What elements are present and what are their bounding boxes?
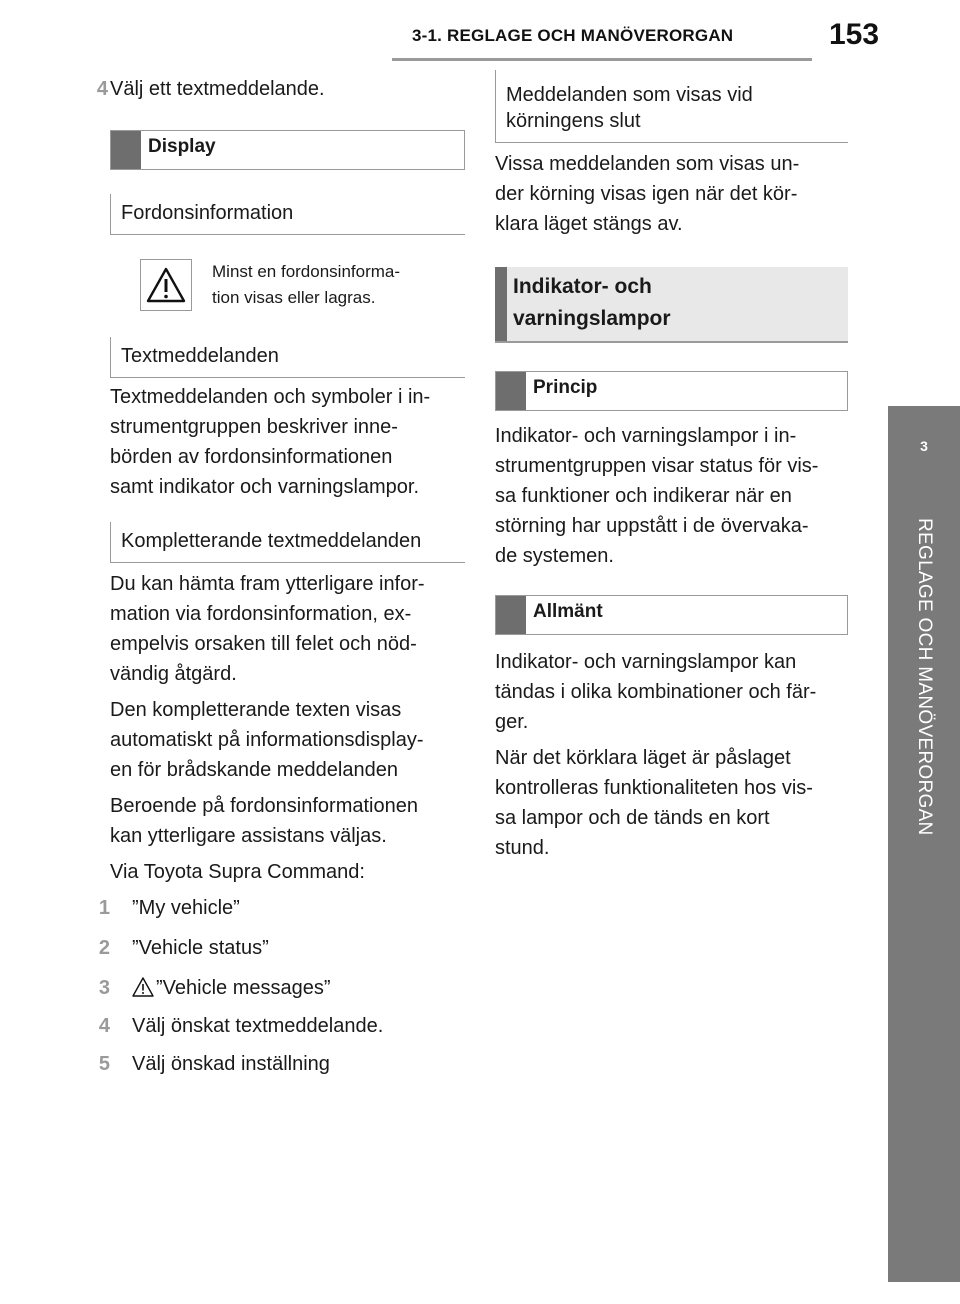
textmeddelanden-heading: Textmeddelanden [110, 337, 465, 378]
display-heading-box [110, 130, 465, 170]
chapter-side-tab [888, 406, 960, 1282]
step-text: ”My vehicle” [132, 897, 240, 919]
step-item [78, 74, 465, 104]
left-column [96, 70, 465, 1079]
text-line: börden av fordonsinformationen [110, 446, 393, 468]
heading-line: körningens slut [506, 110, 641, 132]
warning-note [140, 259, 465, 311]
text-line: ger. [495, 711, 529, 733]
step-item [98, 1049, 465, 1079]
text-line: strumentgruppen beskriver inne- [110, 416, 398, 438]
heading-line: Indikator- och [513, 275, 652, 298]
text-line: sa lampor och de tänds en kort [495, 807, 770, 829]
heading-bar [495, 267, 507, 341]
step-number: 4 [98, 1015, 110, 1037]
indikator-section-heading [495, 267, 848, 343]
text-line: tändas i olika kombinationer och fär- [495, 681, 817, 703]
step-number: 1 [98, 897, 110, 919]
text-line: kontrolleras funktionaliteten hos vis- [495, 777, 813, 799]
chapter-number: 3 [888, 406, 960, 478]
step-item [98, 973, 465, 1003]
step-number: 4 [96, 78, 108, 100]
step-text: Välj önskat textmeddelande. [132, 1015, 384, 1037]
right-column [495, 70, 848, 869]
fordonsinformation-heading: Fordonsinformation [110, 194, 465, 235]
allmant-heading-box [495, 595, 848, 635]
step-item [98, 933, 465, 963]
step-text: ”Vehicle messages” [156, 977, 331, 999]
section-title: 3-1. REGLAGE OCH MANÖVERORGAN [412, 26, 734, 45]
page-number: 153 [829, 18, 880, 51]
text-line: en för brådskande meddelanden [110, 759, 398, 781]
heading-bar [496, 596, 526, 634]
allmant-heading: Allmänt [533, 601, 603, 622]
kompletterande-heading: Kompletterande textmeddelanden [110, 522, 465, 563]
text-line: Indikator- och varningslampor kan [495, 651, 797, 673]
text-line: de systemen. [495, 545, 614, 567]
text-line: klara läget stängs av. [495, 213, 683, 235]
warning-text-line: tion visas eller lagras. [212, 288, 376, 307]
paragraph [495, 743, 848, 863]
princip-heading: Princip [533, 377, 598, 398]
paragraph [110, 695, 465, 785]
text-line: När det körklara läget är påslaget [495, 747, 791, 769]
section-heading-text [507, 267, 671, 341]
text-line: Vissa meddelanden som visas un- [495, 153, 800, 175]
step-item [98, 1011, 465, 1041]
text-line: samt indikator och varningslampor. [110, 476, 420, 498]
warning-text [212, 259, 400, 311]
heading-bar [496, 372, 526, 410]
text-line: Den kompletterande texten visas [110, 699, 402, 721]
heading-line: varningslampor [513, 307, 671, 330]
end-of-drive-heading [495, 70, 848, 143]
heading-bar [111, 131, 141, 169]
paragraph [110, 791, 465, 851]
display-heading: Display [148, 136, 216, 157]
warning-text-line: Minst en fordonsinforma- [212, 262, 401, 281]
step-text: Välj önskad inställning [132, 1053, 330, 1075]
text-line: mation via fordonsinformation, ex- [110, 603, 412, 625]
paragraph [495, 149, 848, 239]
heading-line: Meddelanden som visas vid [506, 84, 753, 106]
text-line: Textmeddelanden och symboler i in- [110, 386, 431, 408]
step-text: ”Vehicle status” [132, 937, 269, 959]
paragraph [110, 569, 465, 689]
chapter-title: REGLAGE OCH MANÖVERORGAN [914, 518, 935, 836]
text-line: der körning visas igen när det kör- [495, 183, 798, 205]
text-line: störning har uppstått i de övervaka- [495, 515, 809, 537]
text-line: automatiskt på informationsdisplay- [110, 729, 424, 751]
text-line: vändig åtgärd. [110, 663, 237, 685]
paragraph [495, 421, 848, 571]
text-line: stund. [495, 837, 550, 859]
paragraph: Via Toyota Supra Command: [110, 861, 365, 883]
text-line: empelvis orsaken till felet och nöd- [110, 633, 417, 655]
text-line: kan ytterligare assistans väljas. [110, 825, 387, 847]
header-rule [392, 58, 880, 61]
step-content [112, 973, 331, 1003]
paragraph [495, 647, 848, 737]
text-line: sa funktioner och indikerar när en [495, 485, 792, 507]
text-line: Indikator- och varningslampor i in- [495, 425, 797, 447]
princip-heading-box [495, 371, 848, 411]
paragraph [110, 382, 465, 502]
step-number: 3 [98, 977, 110, 999]
text-line: Du kan hämta fram ytterligare infor- [110, 573, 425, 595]
step-item [98, 893, 465, 923]
text-line: Beroende på fordonsinformationen [110, 795, 418, 817]
warning-triangle-icon [132, 977, 154, 997]
step-number: 2 [98, 937, 110, 959]
warning-icon-box [140, 259, 192, 311]
warning-triangle-icon [146, 267, 186, 303]
step-number: 5 [98, 1053, 110, 1075]
step-text: Välj ett textmeddelande. [110, 78, 325, 100]
text-line: strumentgruppen visar status för vis- [495, 455, 819, 477]
